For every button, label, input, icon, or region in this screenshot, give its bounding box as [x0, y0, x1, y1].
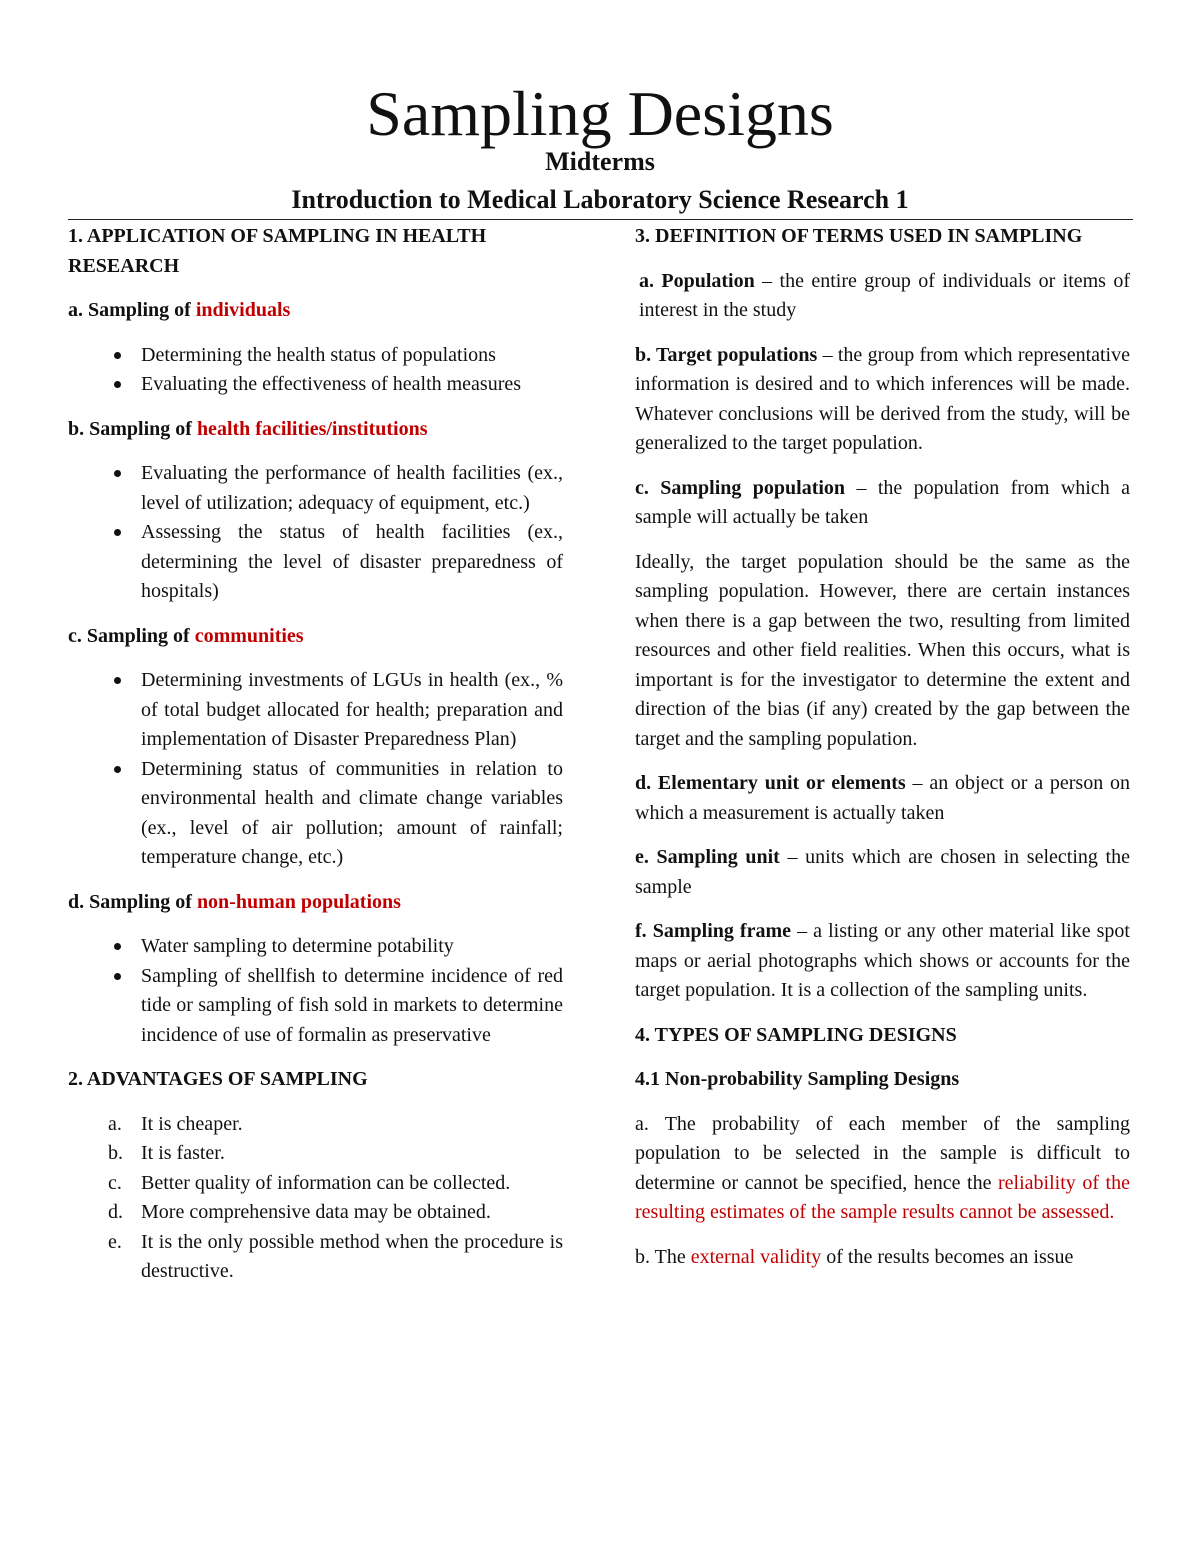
- list-marker: b.: [108, 1142, 123, 1164]
- group-b-label: b. Sampling of: [68, 417, 197, 440]
- point-a-highlight: reliability of the resulting estimates of the sample results cannot be assessed.: [635, 1171, 1130, 1223]
- point-b-text-end: of the results becomes an issue: [821, 1245, 1074, 1268]
- right-column: [635, 222, 1130, 1287]
- nonprob-point-a: [635, 1110, 1130, 1228]
- list-item: [68, 1198, 563, 1228]
- list-item-text: Better quality of information can be collected.: [141, 1171, 511, 1194]
- page-subtitle: Midterms: [545, 147, 655, 176]
- term-elementary-unit: [635, 769, 1130, 828]
- group-b-highlight: health facilities/institutions: [196, 417, 428, 440]
- group-c-highlight: communities: [194, 624, 304, 647]
- nonprob-point-b: [635, 1243, 1130, 1273]
- population-gap-note: Ideally, the target population should be the same as the sampling population. However, there are certain instances when there is a gap between the two, resulting from limited resources and other field realities. When this occurs, what is important is for the investigator to determine the extent and direction of the bias (if any) created by the gap between the target and the sampling population.: [635, 550, 1130, 750]
- list-marker: e.: [108, 1230, 122, 1253]
- term-label: a. Population: [639, 269, 755, 292]
- term-label: b. Target populations: [635, 343, 818, 366]
- list-item: Assessing the status of health facilities (ex., determining the level of disaster preparedness of hospitals): [68, 518, 563, 607]
- group-d-label: d. Sampling of: [68, 890, 197, 913]
- list-item: [68, 1228, 563, 1287]
- section-1-heading: 1. APPLICATION OF SAMPLING IN HEALTH RESEARCH: [68, 225, 487, 277]
- term-dash: –: [754, 269, 780, 292]
- list-item: Determining the health status of populations: [68, 341, 563, 371]
- page-title: Sampling Designs: [366, 78, 834, 149]
- list-item-text: It is faster.: [141, 1142, 225, 1164]
- term-dash: –: [817, 343, 838, 366]
- list-item: [68, 1139, 563, 1169]
- list-marker: a.: [108, 1112, 122, 1135]
- left-column: [68, 222, 563, 1302]
- group-a-list: [68, 341, 563, 400]
- advantages-list: [68, 1110, 563, 1287]
- term-text: an object or a person on which a measurement is actually taken: [635, 772, 1131, 824]
- section-2-heading: 2. ADVANTAGES OF SAMPLING: [68, 1068, 368, 1090]
- list-item: Water sampling to determine potability: [68, 932, 563, 962]
- course-title: Introduction to Medical Laboratory Science Research 1: [291, 185, 909, 214]
- term-dash: –: [791, 920, 814, 942]
- term-text: the group from which representative information is desired and to which inferences will be made. Whatever conclusions will be derived from the study, will be generalized to the target population.: [635, 343, 1130, 454]
- term-target-populations: [635, 341, 1130, 459]
- term-sampling-population: [635, 474, 1130, 533]
- list-item-text: It is the only possible method when the procedure is destructive.: [141, 1230, 563, 1282]
- group-a-label: a. Sampling of: [68, 299, 196, 321]
- list-item: Determining investments of LGUs in health (ex., % of total budget allocated for health; preparation and implementation of Disaster Preparedness Plan): [68, 666, 563, 755]
- term-sampling-frame: [635, 917, 1130, 1006]
- group-c-heading: [68, 622, 563, 652]
- group-d-highlight: non-human populations: [196, 890, 401, 913]
- term-text: units which are chosen in selecting the sample: [635, 846, 1130, 898]
- term-text: the population from which a sample will actually be taken: [635, 476, 1130, 528]
- term-dash: –: [845, 476, 878, 499]
- list-item: Determining status of communities in relation to environmental health and climate change variables (ex., level of air pollution; amount of rainfall; temperature change, etc.): [68, 755, 563, 873]
- list-item: [68, 1110, 563, 1140]
- group-b-list: [68, 459, 563, 607]
- term-text: a listing or any other material like spot maps or aerial photographs which shows or accounts for the target population. It is a collection of the sampling units.: [635, 920, 1130, 1001]
- section-4-1-heading: 4.1 Non-probability Sampling Designs: [635, 1068, 960, 1090]
- group-a-heading: [68, 296, 563, 326]
- header-divider: [68, 219, 1133, 220]
- group-c-label: c. Sampling of: [68, 624, 195, 647]
- list-marker: c.: [108, 1171, 122, 1194]
- list-item: Evaluating the performance of health facilities (ex., level of utilization; adequacy of equipment, etc.): [68, 459, 563, 518]
- group-c-list: [68, 666, 563, 873]
- list-item: Evaluating the effectiveness of health measures: [68, 370, 563, 400]
- group-a-highlight: individuals: [195, 299, 291, 321]
- term-text: the entire group of individuals or items of interest in the study: [639, 269, 1131, 321]
- section-3-heading: 3. DEFINITION OF TERMS USED IN SAMPLING: [635, 225, 1083, 247]
- list-item: Sampling of shellfish to determine incidence of red tide or sampling of fish sold in markets to determine incidence of use of formalin as preservative: [68, 962, 563, 1051]
- term-label: e. Sampling unit: [635, 846, 780, 868]
- section-4-heading: 4. TYPES OF SAMPLING DESIGNS: [635, 1023, 957, 1046]
- term-dash: –: [779, 846, 806, 868]
- point-b-highlight: external validity: [690, 1245, 822, 1268]
- term-dash: –: [905, 772, 930, 794]
- group-d-heading: [68, 888, 563, 918]
- group-d-list: [68, 932, 563, 1050]
- list-item-text: More comprehensive data may be obtained.: [141, 1201, 491, 1223]
- list-item: [68, 1169, 563, 1199]
- group-b-heading: [68, 415, 563, 445]
- term-population: [635, 267, 1130, 326]
- term-sampling-unit: [635, 843, 1130, 902]
- list-item-text: It is cheaper.: [141, 1112, 243, 1135]
- point-b-text-start: b. The: [635, 1245, 691, 1268]
- term-label: f. Sampling frame: [635, 920, 792, 942]
- list-marker: d.: [108, 1201, 123, 1223]
- term-label: d. Elementary unit or elements: [635, 772, 906, 794]
- point-a-text: a. The probability of each member of the sampling population to be selected in the sample is difficult to determine or cannot be specified, hence the: [635, 1112, 1130, 1194]
- term-label: c. Sampling population: [635, 476, 846, 499]
